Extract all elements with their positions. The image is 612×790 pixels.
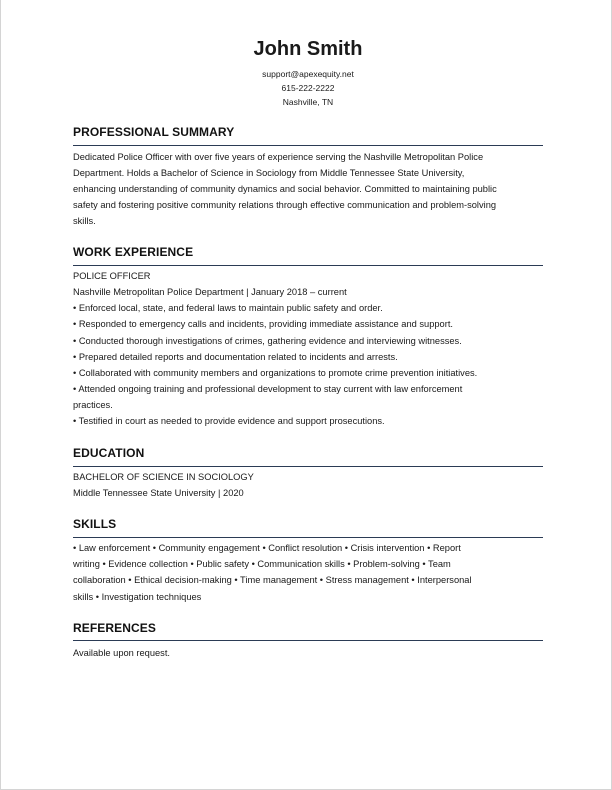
references-heading: REFERENCES bbox=[73, 621, 157, 635]
skills-divider bbox=[73, 537, 543, 538]
degree-name: BACHELOR OF SCIENCE IN SOCIOLOGY bbox=[73, 472, 254, 482]
experience-heading: WORK EXPERIENCE bbox=[73, 245, 194, 259]
summary-line: skills. bbox=[73, 216, 96, 226]
experience-bullet: • Collaborated with community members and organizations to promote crime prevention initiatives. bbox=[73, 368, 478, 378]
experience-bullet: practices. bbox=[73, 400, 113, 410]
experience-divider bbox=[73, 265, 543, 266]
contact-email: support@apexequity.net bbox=[262, 69, 354, 79]
skills-heading: SKILLS bbox=[73, 517, 117, 531]
experience-bullet: • Conducted thorough investigations of crimes, gathering evidence and interviewing witnesses. bbox=[73, 336, 462, 346]
experience-bullet: • Prepared detailed reports and documentation related to incidents and arrests. bbox=[73, 352, 398, 362]
candidate-name: John Smith bbox=[253, 38, 363, 60]
experience-bullet: • Testified in court as needed to provide evidence and support prosecutions. bbox=[73, 416, 385, 426]
experience-bullet: • Responded to emergency calls and incidents, providing immediate assistance and support. bbox=[73, 319, 453, 329]
education-heading: EDUCATION bbox=[73, 446, 145, 460]
summary-line: Dedicated Police Officer with over five years of experience serving the Nashville Metropolitan Police bbox=[73, 152, 484, 162]
experience-bullet: • Attended ongoing training and professional development to stay current with law enforcement bbox=[73, 384, 463, 394]
skills-line: skills • Investigation techniques bbox=[73, 592, 202, 602]
job-title: POLICE OFFICER bbox=[73, 271, 151, 281]
summary-divider bbox=[73, 145, 543, 146]
education-divider bbox=[73, 466, 543, 467]
skills-line: • Law enforcement • Community engagement • Conflict resolution • Crisis intervention • Report bbox=[73, 543, 461, 553]
summary-line: Department. Holds a Bachelor of Science in Sociology from Middle Tennessee State University, bbox=[73, 168, 465, 178]
summary-line: enhancing understanding of community dynamics and social behavior. Committed to maintaining public bbox=[73, 184, 497, 194]
experience-bullet: • Enforced local, state, and federal laws to maintain public safety and order. bbox=[73, 303, 383, 313]
contact-phone: 615-222-2222 bbox=[281, 83, 335, 93]
summary-heading: PROFESSIONAL SUMMARY bbox=[73, 125, 235, 139]
skills-line: collaboration • Ethical decision-making • Time management • Stress management • Interpersonal bbox=[73, 575, 472, 585]
school-line: Middle Tennessee State University | 2020 bbox=[73, 488, 244, 498]
contact-location: Nashville, TN bbox=[282, 97, 334, 107]
skills-line: writing • Evidence collection • Public safety • Communication skills • Problem-solving • Team bbox=[73, 559, 451, 569]
employer-line: Nashville Metropolitan Police Department | January 2018 – current bbox=[73, 287, 347, 297]
references-divider bbox=[73, 640, 543, 641]
references-text: Available upon request. bbox=[73, 648, 170, 658]
summary-line: safety and fostering positive community relations through effective communication and problem-solving bbox=[73, 200, 497, 210]
